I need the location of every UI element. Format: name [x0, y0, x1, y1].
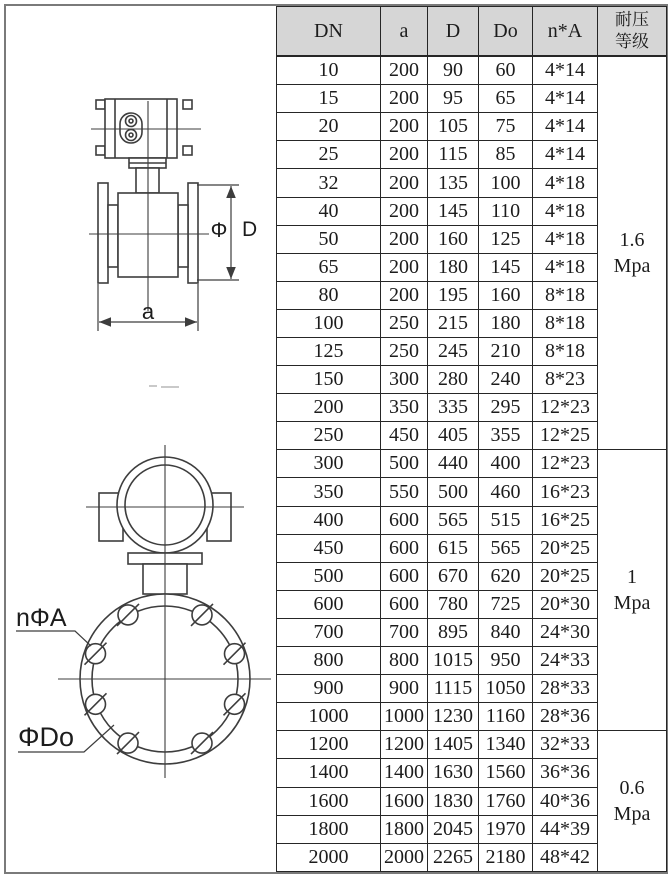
table-cell: 50 — [277, 225, 381, 253]
table-cell: 40 — [277, 197, 381, 225]
table-cell: 2000 — [381, 843, 428, 871]
table-cell: 565 — [428, 506, 479, 534]
table-cell: 125 — [479, 225, 533, 253]
table-cell: 300 — [277, 450, 381, 478]
table-row — [277, 450, 667, 478]
table-cell: 1560 — [479, 759, 533, 787]
table-cell: 900 — [277, 675, 381, 703]
pressure-unit: Mpa — [613, 592, 651, 615]
table-cell: 8*18 — [533, 338, 598, 366]
table-cell: 100 — [479, 169, 533, 197]
faint-dashes — [149, 386, 179, 387]
pressure-unit: Mpa — [613, 803, 651, 826]
table-cell: 500 — [381, 450, 428, 478]
flowmeter-drawings — [6, 6, 276, 872]
table-cell: 210 — [479, 338, 533, 366]
diagram-panel — [6, 6, 276, 872]
length-label: a — [141, 299, 155, 324]
table-cell: 1405 — [428, 731, 479, 759]
table-cell: 180 — [428, 253, 479, 281]
table-cell: 40*36 — [533, 787, 598, 815]
table-cell: 780 — [428, 590, 479, 618]
table-cell: 32 — [277, 169, 381, 197]
table-cell: 895 — [428, 618, 479, 646]
table-cell: 20*25 — [533, 562, 598, 590]
table-cell: 725 — [479, 590, 533, 618]
table-cell: 600 — [381, 562, 428, 590]
table-cell: 20*25 — [533, 534, 598, 562]
table-cell: 515 — [479, 506, 533, 534]
table-cell: 115 — [428, 141, 479, 169]
table-cell: 400 — [479, 450, 533, 478]
table-cell: 1050 — [479, 675, 533, 703]
table-cell: 8*18 — [533, 281, 598, 309]
table-cell: 1200 — [277, 731, 381, 759]
table-cell: 160 — [479, 281, 533, 309]
table-cell: 240 — [479, 366, 533, 394]
table-cell: 250 — [277, 422, 381, 450]
table-cell: 16*23 — [533, 478, 598, 506]
table-cell: 2045 — [428, 815, 479, 843]
converter-head — [91, 99, 201, 158]
table-cell: 565 — [479, 534, 533, 562]
table-cell: 200 — [381, 197, 428, 225]
table-cell: 440 — [428, 450, 479, 478]
table-cell: 15 — [277, 85, 381, 113]
table-cell: 60 — [479, 56, 533, 85]
table-cell: 400 — [277, 506, 381, 534]
table-cell: 2265 — [428, 843, 479, 871]
pressure-value: 0.6 — [619, 777, 645, 800]
table-cell: 16*25 — [533, 506, 598, 534]
dimension-table — [276, 6, 667, 872]
flange-face — [58, 445, 271, 778]
table-cell: 48*42 — [533, 843, 598, 871]
table-cell: 1160 — [479, 703, 533, 731]
table-cell: 350 — [381, 394, 428, 422]
table-cell: 1970 — [479, 815, 533, 843]
bolt-circle-label: ΦDo — [18, 722, 75, 752]
column-header-a: a — [381, 7, 428, 57]
table-cell: 500 — [428, 478, 479, 506]
table-cell: 1760 — [479, 787, 533, 815]
pressure-header-line1: 耐压 — [615, 9, 649, 29]
table-cell: 1015 — [428, 647, 479, 675]
table-cell: 44*39 — [533, 815, 598, 843]
column-header-dn: DN — [277, 7, 381, 57]
table-cell: 950 — [479, 647, 533, 675]
table-cell: 300 — [381, 366, 428, 394]
table-cell: 145 — [479, 253, 533, 281]
table-cell: 500 — [277, 562, 381, 590]
table-cell: 670 — [428, 562, 479, 590]
table-cell: 250 — [381, 309, 428, 337]
table-cell: 200 — [381, 225, 428, 253]
bolt-holes-label: nΦA — [16, 604, 67, 632]
table-cell: 200 — [381, 141, 428, 169]
table-cell: 1400 — [381, 759, 428, 787]
table-cell: 12*23 — [533, 450, 598, 478]
table-cell: 800 — [381, 647, 428, 675]
table-body — [277, 56, 667, 872]
table-cell: 150 — [277, 366, 381, 394]
dimension-flange-diameter — [197, 185, 257, 280]
column-header-pressure-rating — [598, 7, 667, 57]
table-cell: 4*18 — [533, 225, 598, 253]
table-cell: 32*33 — [533, 731, 598, 759]
table-cell: 85 — [479, 141, 533, 169]
pressure-rating-cell — [598, 450, 667, 731]
pressure-value: 1 — [627, 566, 637, 589]
table-cell: 110 — [479, 197, 533, 225]
table-cell: 10 — [277, 56, 381, 85]
table-cell: 4*14 — [533, 85, 598, 113]
table-cell: 160 — [428, 225, 479, 253]
table-cell: 20 — [277, 113, 381, 141]
table-cell: 135 — [428, 169, 479, 197]
table-cell: 25 — [277, 141, 381, 169]
side-view-drawing — [89, 99, 257, 387]
table-cell: 215 — [428, 309, 479, 337]
table-cell: 1800 — [277, 815, 381, 843]
table-cell: 200 — [381, 169, 428, 197]
cable-entry-icon — [126, 130, 137, 141]
column-header-na: n*A — [533, 7, 598, 57]
table-cell: 200 — [381, 281, 428, 309]
table-cell: 1200 — [381, 731, 428, 759]
table-cell: 105 — [428, 113, 479, 141]
table-row — [277, 731, 667, 759]
table-cell: 24*33 — [533, 647, 598, 675]
table-cell: 460 — [479, 478, 533, 506]
table-cell: 200 — [381, 113, 428, 141]
table-cell: 8*18 — [533, 309, 598, 337]
table-cell: 28*33 — [533, 675, 598, 703]
cable-entry-icon — [126, 116, 137, 127]
table-cell: 450 — [277, 534, 381, 562]
table-cell: 65 — [479, 85, 533, 113]
table-cell: 280 — [428, 366, 479, 394]
table-cell: 600 — [381, 506, 428, 534]
table-cell: 800 — [277, 647, 381, 675]
table-cell: 12*23 — [533, 394, 598, 422]
table-cell: 4*18 — [533, 169, 598, 197]
table-cell: 620 — [479, 562, 533, 590]
table-cell: 900 — [381, 675, 428, 703]
pressure-rating-cell — [598, 56, 667, 450]
table-cell: 2180 — [479, 843, 533, 871]
table-cell: 195 — [428, 281, 479, 309]
table-cell: 600 — [277, 590, 381, 618]
table-cell: 12*25 — [533, 422, 598, 450]
table-cell: 20*30 — [533, 590, 598, 618]
table-cell: 1000 — [381, 703, 428, 731]
table-cell: 4*18 — [533, 253, 598, 281]
table-cell: 4*14 — [533, 56, 598, 85]
table-cell: 550 — [381, 478, 428, 506]
phi-symbol: Φ — [210, 219, 228, 242]
table-cell: 1000 — [277, 703, 381, 731]
table-cell: 355 — [479, 422, 533, 450]
table-cell: 450 — [381, 422, 428, 450]
table-cell: 1400 — [277, 759, 381, 787]
table-cell: 1800 — [381, 815, 428, 843]
table-cell: 4*14 — [533, 141, 598, 169]
table-cell: 75 — [479, 113, 533, 141]
column-header-d: D — [428, 7, 479, 57]
pressure-rating-cell — [598, 731, 667, 872]
table-cell: 250 — [381, 338, 428, 366]
table-cell: 615 — [428, 534, 479, 562]
table-cell: 95 — [428, 85, 479, 113]
pressure-unit: Mpa — [613, 255, 651, 278]
table-cell: 1630 — [428, 759, 479, 787]
table-cell: 145 — [428, 197, 479, 225]
table-cell: 80 — [277, 281, 381, 309]
diameter-label: D — [242, 218, 258, 241]
table-cell: 295 — [479, 394, 533, 422]
pressure-header-line2: 等级 — [615, 32, 649, 51]
table-cell: 1600 — [381, 787, 428, 815]
table-cell: 200 — [381, 85, 428, 113]
pressure-value: 1.6 — [619, 229, 645, 252]
table-cell: 4*14 — [533, 113, 598, 141]
table-cell: 200 — [381, 56, 428, 85]
table-cell: 350 — [277, 478, 381, 506]
table-cell: 700 — [381, 618, 428, 646]
page-frame — [4, 4, 668, 874]
table-cell: 36*36 — [533, 759, 598, 787]
table-cell: 1115 — [428, 675, 479, 703]
table-cell: 245 — [428, 338, 479, 366]
table-header-row — [277, 7, 667, 57]
front-view-drawing — [16, 445, 271, 778]
table-cell: 180 — [479, 309, 533, 337]
table-cell: 1600 — [277, 787, 381, 815]
column-header-do: Do — [479, 7, 533, 57]
table-cell: 8*23 — [533, 366, 598, 394]
table-cell: 1230 — [428, 703, 479, 731]
table-cell: 65 — [277, 253, 381, 281]
table-cell: 28*36 — [533, 703, 598, 731]
table-cell: 2000 — [277, 843, 381, 871]
table-cell: 700 — [277, 618, 381, 646]
table-cell: 200 — [277, 394, 381, 422]
table-cell: 1340 — [479, 731, 533, 759]
table-cell: 1830 — [428, 787, 479, 815]
table-cell: 125 — [277, 338, 381, 366]
table-cell: 100 — [277, 309, 381, 337]
table-cell: 405 — [428, 422, 479, 450]
table-cell: 840 — [479, 618, 533, 646]
table-cell: 4*18 — [533, 197, 598, 225]
bolt-holes-callout — [16, 604, 91, 646]
table-cell: 200 — [381, 253, 428, 281]
table-cell: 24*30 — [533, 618, 598, 646]
table-cell: 90 — [428, 56, 479, 85]
table-cell: 335 — [428, 394, 479, 422]
table-row — [277, 56, 667, 85]
table-cell: 600 — [381, 590, 428, 618]
table-cell: 600 — [381, 534, 428, 562]
